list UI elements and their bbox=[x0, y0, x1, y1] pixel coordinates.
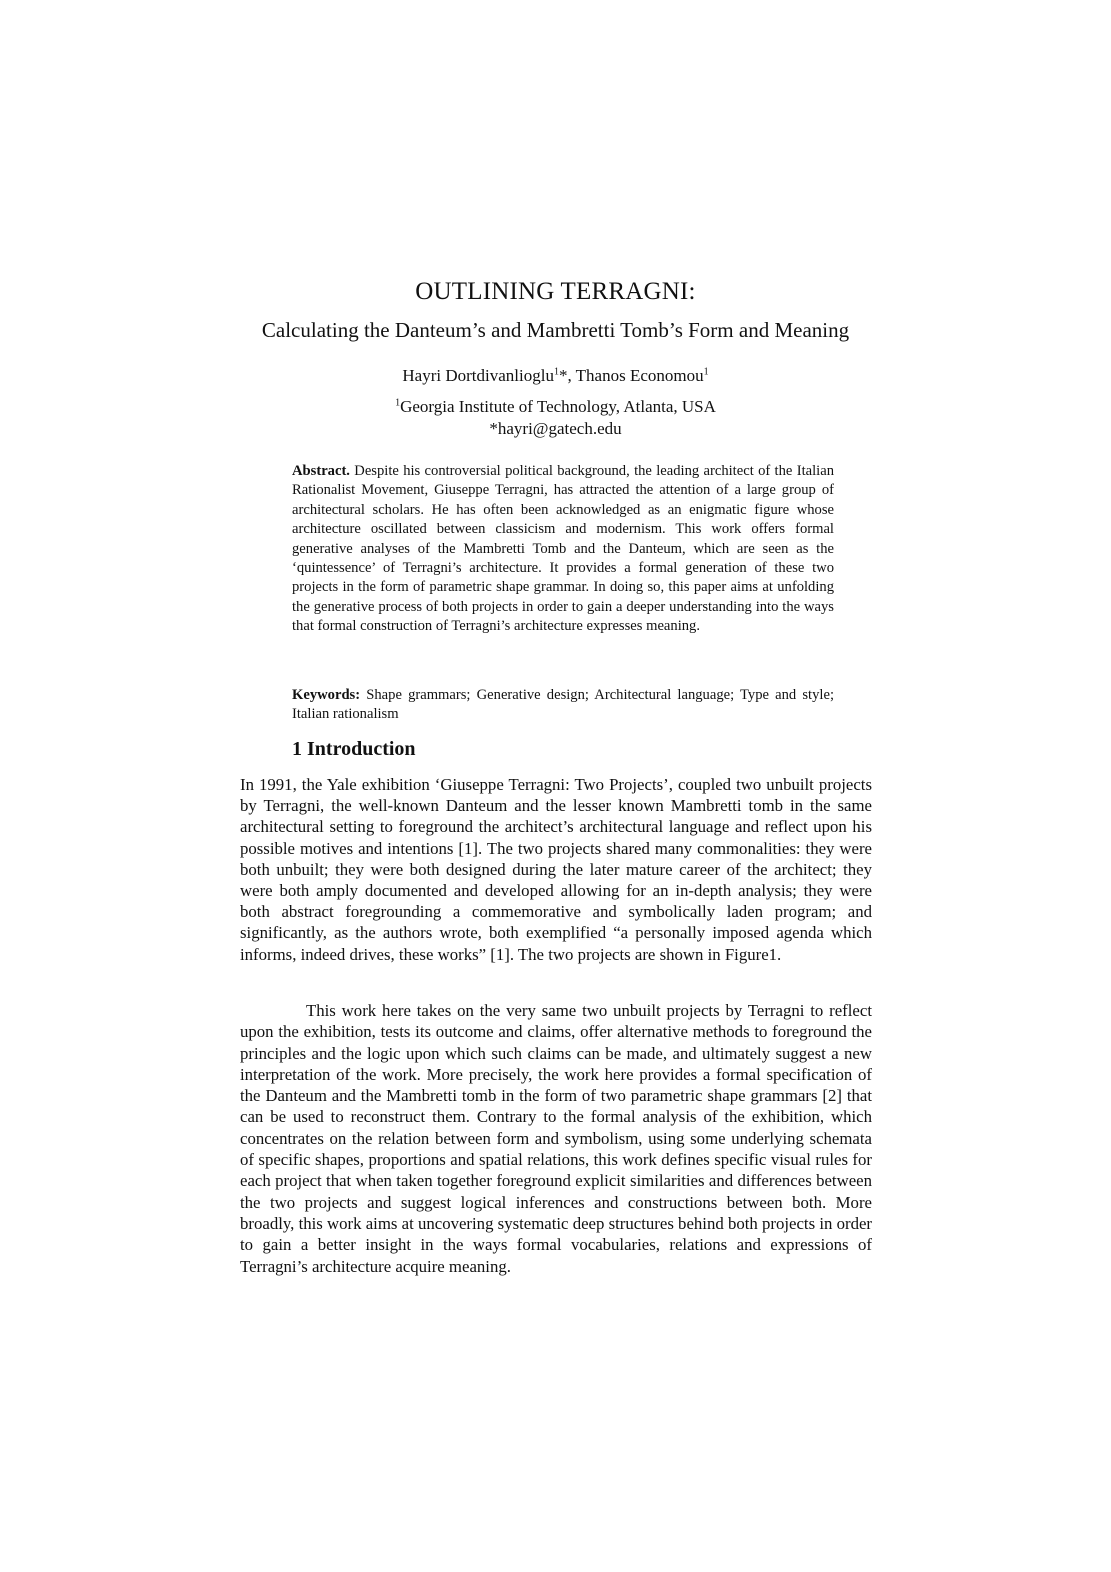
author-name: Thanos Economou bbox=[575, 366, 704, 385]
affiliation bbox=[0, 396, 1111, 418]
affiliation-marker: 1 bbox=[703, 366, 709, 378]
body-paragraph: In 1991, the Yale exhibition ‘Giuseppe Terragni: Two Projects’, coupled two unbuilt projects by Terragni, the well-known Danteum and the lesser known Mambretti tomb in the same architectural setting to foreground the architect’s architectural language and reflect upon his possible motives and intentions [1]. The two projects shared many commonalities: they were both unbuilt; they were both designed during the later mature career of the architect; they were both amply documented and developed allowing for an in-depth analysis; they were both abstract foregrounding a commemorative and symbolically laden program; and significantly, as the authors wrote, both exemplified “a personally imposed agenda which informs, indeed drives, these works” [1]. The two projects are shown in Figure1. bbox=[240, 775, 872, 964]
body-paragraph: This work here takes on the very same two unbuilt projects by Terragni to reflect upon the exhibition, tests its outcome and claims, offer alternative methods to foreground the principles and the logic upon which such claims can be made, and ultimately suggest a new interpretation of the work. More precisely, the work here provides a formal specification of the Danteum and the Mambretti tomb in the form of two parametric shape grammars [2] that can be used to reconstruct them. Contrary to the formal analysis of the exhibition, which concentrates on the relation between form and symbolism, using some underlying schemata of specific shapes, proportions and spatial relations, this work defines specific visual rules for each project that when taken together foreground explicit similarities and differences between the two projects and suggest logical inferences and constructions between both. More broadly, this work aims at uncovering systematic deep structures behind both projects in order to gain a better insight in the ways formal vocabularies, relations and expressions of Terragni’s architecture acquire meaning. bbox=[240, 1001, 872, 1276]
keywords-text: Shape grammars; Generative design; Architectural language; Type and style; Italian rationalism bbox=[292, 687, 834, 723]
section-heading: 1 Introduction bbox=[292, 738, 416, 760]
keywords bbox=[292, 686, 834, 725]
affiliation-marker: 1 bbox=[553, 366, 559, 378]
abstract-label: Abstract. bbox=[292, 463, 350, 479]
abstract bbox=[292, 462, 834, 637]
author-name: Hayri Dortdivanlioglu bbox=[402, 366, 554, 385]
author-separator: , bbox=[567, 366, 576, 385]
corresponding-mark: * bbox=[558, 366, 568, 385]
contact-email[interactable]: *hayri@gatech.edu bbox=[489, 419, 622, 438]
abstract-text: Despite his controversial political background, the leading architect of the Italian Rationalist Movement, Giuseppe Terragni, has attracted the attention of a large group of architectural scholars. He has often been acknowledged as an enigmatic figure whose architecture oscillated between classicism and modernism. This work offers formal generative analyses of the Mambretti Tomb and the Danteum, which are seen as the ‘quintessence’ of Terragni’s architecture. It provides a formal generation of these two projects in the form of parametric shape grammar. In doing so, this paper aims at unfolding the generative process of both projects in order to gain a deeper understanding into the ways that formal construction of Terragni’s architecture expresses meaning. bbox=[292, 463, 834, 635]
keywords-label: Keywords: bbox=[292, 687, 361, 703]
paper-subtitle: Calculating the Danteum’s and Mambretti Tomb’s Form and Meaning bbox=[261, 318, 850, 342]
author-list bbox=[0, 364, 1111, 388]
affiliation-text: Georgia Institute of Technology, Atlanta, USA bbox=[400, 397, 716, 416]
affiliation-marker: 1 bbox=[395, 397, 401, 409]
paper-title: OUTLINING TERRAGNI: bbox=[415, 278, 696, 305]
